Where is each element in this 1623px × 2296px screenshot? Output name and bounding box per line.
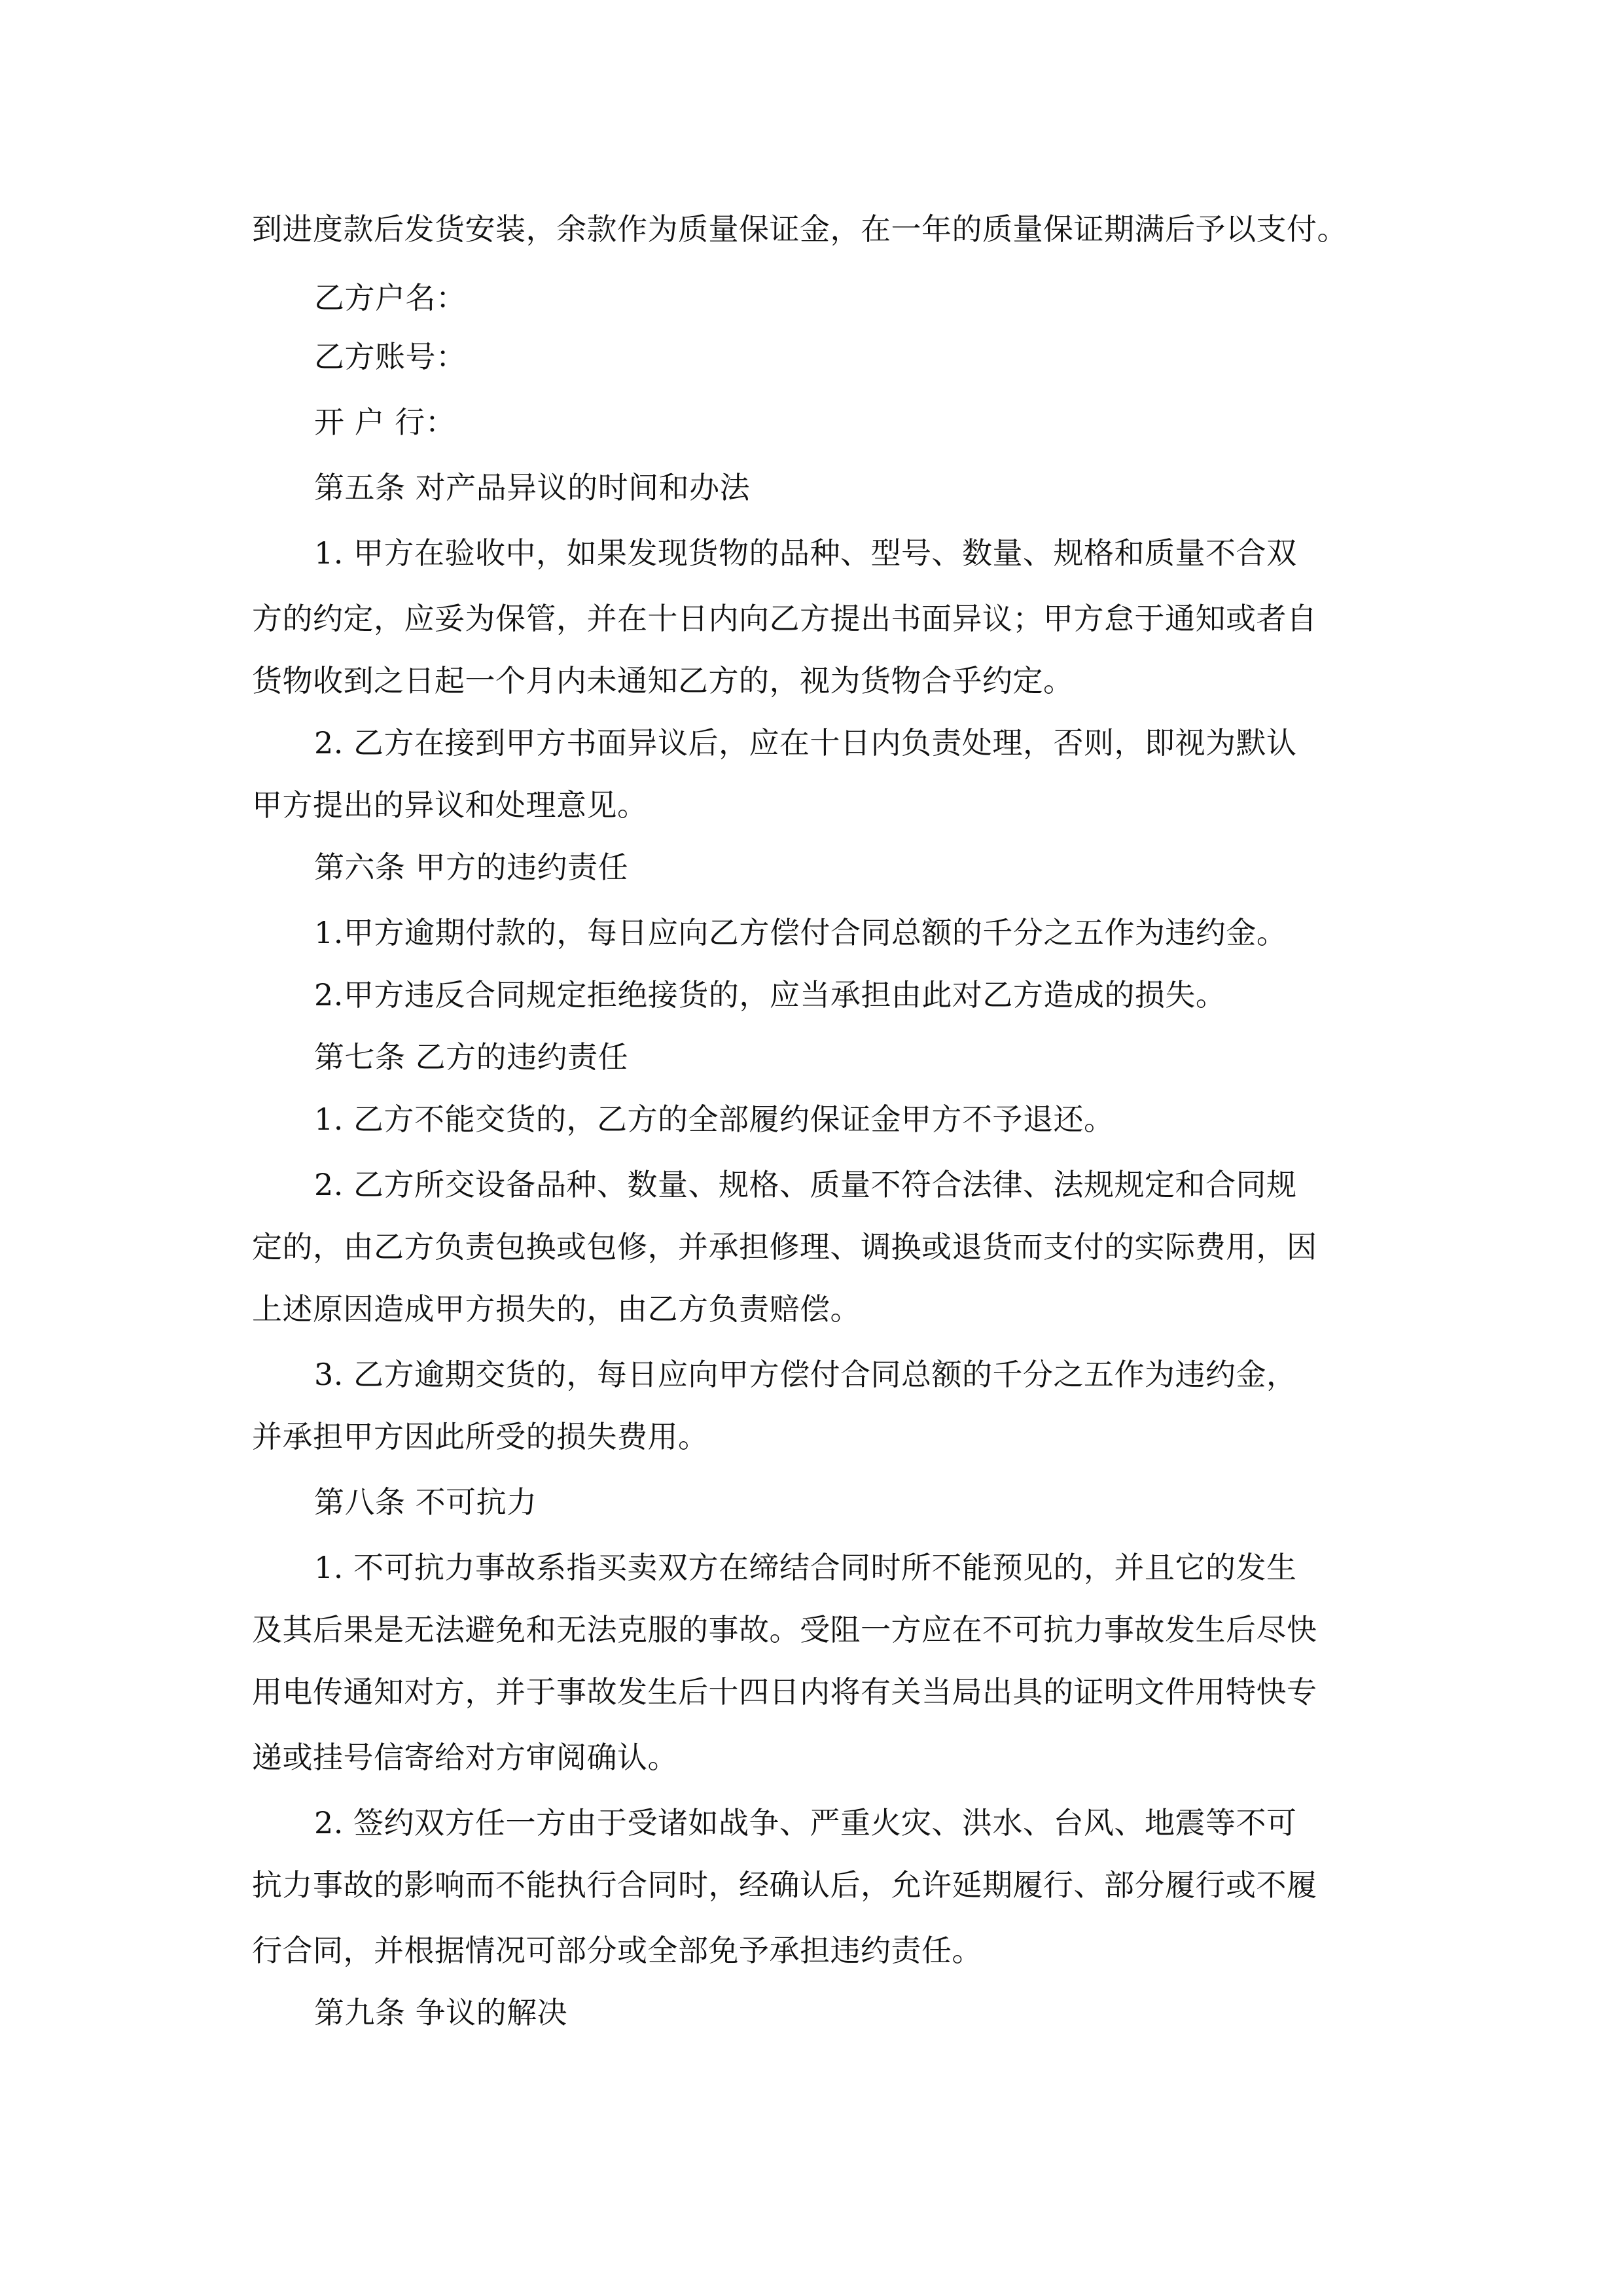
- text-line-10: 甲方提出的异议和处理意见。: [252, 787, 648, 823]
- section-heading-8: 第八条 不可抗力: [314, 1484, 537, 1520]
- text-line-17: 定的，由乙方负责包换或包修，并承担修理、调换或退货而支付的实际费用，因: [252, 1229, 1317, 1265]
- text-line-8: 货物收到之日起一个月内未通知乙方的，视为货物合乎约定。: [252, 663, 1074, 698]
- text-line-22: 1. 不可抗力事故系指买卖双方在缔结合同时所不能预见的，并且它的发生: [314, 1550, 1297, 1585]
- text-line-16: 2. 乙方所交设备品种、数量、规格、质量不符合法律、法规规定和合同规: [314, 1167, 1297, 1202]
- text-line-2: 乙方户名：: [314, 280, 467, 315]
- text-line-15: 1. 乙方不能交货的，乙方的全部履约保证金甲方不予退还。: [314, 1102, 1115, 1137]
- text-line-4: 开 户 行：: [314, 404, 456, 440]
- text-line-6: 1. 甲方在验收中，如果发现货物的品种、型号、数量、规格和质量不合双: [314, 535, 1297, 571]
- section-heading-6: 第六条 甲方的违约责任: [314, 850, 629, 885]
- text-line-1: 到进度款后发货安装，余款作为质量保证金，在一年的质量保证期满后予以支付。: [252, 211, 1347, 247]
- text-line-27: 抗力事故的影响而不能执行合同时，经确认后，允许延期履行、部分履行或不履: [252, 1867, 1317, 1903]
- section-heading-9: 第九条 争议的解决: [314, 1995, 568, 2030]
- text-line-12: 1.甲方逾期付款的，每日应向乙方偿付合同总额的千分之五作为违约金。: [314, 915, 1287, 950]
- text-line-7: 方的约定，应妥为保管，并在十日内向乙方提出书面异议；甲方怠于通知或者自: [252, 601, 1317, 636]
- text-line-20: 并承担甲方因此所受的损失费用。: [252, 1419, 709, 1454]
- text-line-24: 用电传通知对方，并于事故发生后十四日内将有关当局出具的证明文件用特快专: [252, 1674, 1317, 1710]
- text-line-9: 2. 乙方在接到甲方书面异议后，应在十日内负责处理，否则，即视为默认: [314, 725, 1297, 761]
- section-heading-7: 第七条 乙方的违约责任: [314, 1039, 629, 1075]
- text-line-28: 行合同，并根据情况可部分或全部免予承担违约责任。: [252, 1933, 982, 1968]
- section-heading-5: 第五条 对产品异议的时间和办法: [314, 470, 751, 505]
- text-line-25: 递或挂号信寄给对方审阅确认。: [252, 1740, 678, 1775]
- text-line-23: 及其后果是无法避免和无法克服的事故。受阻一方应在不可抗力事故发生后尽快: [252, 1612, 1317, 1647]
- text-line-18: 上述原因造成甲方损失的，由乙方负责赔偿。: [252, 1291, 861, 1327]
- text-line-19: 3. 乙方逾期交货的，每日应向甲方偿付合同总额的千分之五作为违约金，: [314, 1357, 1297, 1392]
- text-line-26: 2. 签约双方任一方由于受诸如战争、严重火灾、洪水、台风、地震等不可: [314, 1805, 1297, 1840]
- text-line-3: 乙方账号：: [314, 339, 467, 374]
- text-line-13: 2.甲方违反合同规定拒绝接货的，应当承担由此对乙方造成的损失。: [314, 977, 1226, 1013]
